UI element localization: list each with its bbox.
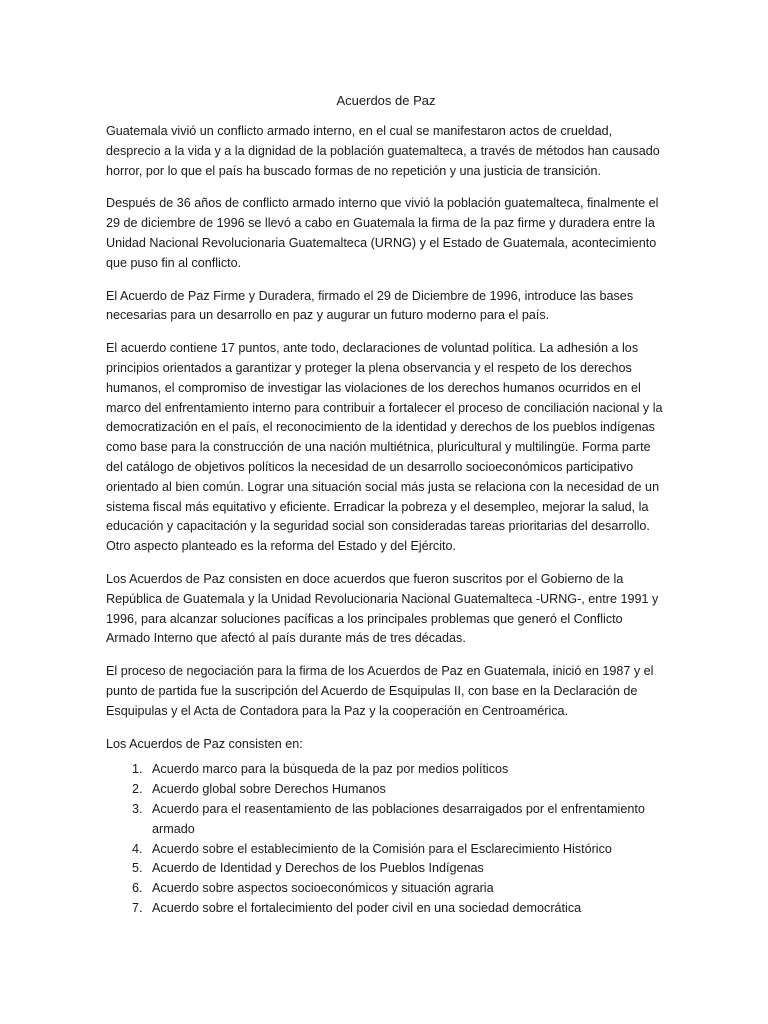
list-item — [106, 840, 666, 860]
list-item — [106, 800, 666, 840]
list-item — [106, 760, 666, 780]
paragraph-twelve-accords: Los Acuerdos de Paz consisten en doce acuerdos que fueron suscritos por el Gobierno de la República de Guatemala y la Unidad Revolucionaria Nacional Guatemalteca -URNG-, entre 1991 y 1996, para alcanzar soluciones pacíficas a los principales problemas que generó el Conflicto Armado Interno que afectó al país durante más de tres décadas. — [106, 571, 659, 646]
list-item-number: 3. — [132, 801, 143, 816]
paragraph-signing: Después de 36 años de conflicto armado interno que vivió la población guatemalteca, finalmente el 29 de diciembre de 1996 se llevó a cabo en Guatemala la firma de la paz firme y duradera entre la Unidad Nacional Revolucionaria Guatemalteca (URNG) y el Estado de Guatemala, acontecimiento que puso fin al conflicto. — [106, 196, 659, 270]
paragraph-firm-peace: El Acuerdo de Paz Firme y Duradera, firmado el 29 de Diciembre de 1996, introduce las bases necesarias para un desarrollo en paz y augurar un futuro moderno para el país. — [106, 288, 634, 323]
list-item-number: 7. — [132, 900, 143, 915]
list-item — [106, 899, 666, 919]
list-item-text: Acuerdo global sobre Derechos Humanos — [152, 782, 386, 797]
list-item-number: 1. — [132, 762, 143, 777]
accords-list — [106, 760, 666, 918]
list-item — [106, 879, 666, 899]
list-item-number: 6. — [132, 881, 143, 896]
list-item-text: Acuerdo para el reasentamiento de las poblaciones desarraigados por el enfrentamiento armado — [152, 801, 645, 836]
paragraph-list-intro: Los Acuerdos de Paz consisten en: — [106, 736, 303, 751]
list-item-text: Acuerdo sobre aspectos socioeconómicos y situación agraria — [152, 881, 494, 896]
list-item-text: Acuerdo marco para la búsqueda de la paz por medios políticos — [152, 762, 509, 777]
list-item-number: 2. — [132, 782, 143, 797]
list-item-text: Acuerdo sobre el fortalecimiento del poder civil en una sociedad democrática — [152, 900, 582, 915]
list-item — [106, 780, 666, 800]
paragraph-negotiation: El proceso de negociación para la firma de los Acuerdos de Paz en Guatemala, inició en 1987 y el punto de partida fue la suscripción del Acuerdo de Esquipulas II, con base en la Declaración de Esquipulas y el Acta de Contadora para la Paz y la cooperación en Centroamérica. — [106, 664, 654, 718]
page-title: Acuerdos de Paz — [336, 93, 436, 108]
list-item-text: Acuerdo de Identidad y Derechos de los Pueblos Indígenas — [152, 861, 484, 876]
paragraph-points: El acuerdo contiene 17 puntos, ante todo, declaraciones de voluntad política. La adhesión a los principios orientados a garantizar y proteger la plena observancia y el respeto de los derechos humanos, el compromiso de investigar las violaciones de los derechos humanos ocurridos en el marco del enfrentamiento interno para contribuir a fortalecer el proceso de conciliación nacional y la democratización en el país, el reconocimiento de la identidad y derechos de los pueblos indígenas como base para la construcción de una nación multiétnica, pluricultural y multilingüe. Forma parte del catálogo de objetivos políticos la necesidad de un desarrollo socioeconómicos participativo orientado al bien común. Lograr una situación social más justa se relaciona con la necesidad de un sistema fiscal más equitativo y eficiente. Erradicar la pobreza y el desempleo, mejorar la salud, la educación y capacitación y la seguridad social son consideradas tareas prioritarias del desarrollo. Otro aspecto planteado es la reforma del Estado y del Ejército. — [106, 341, 663, 554]
list-item-text: Acuerdo sobre el establecimiento de la Comisión para el Esclarecimiento Histórico — [152, 841, 612, 856]
list-item-number: 5. — [132, 861, 143, 876]
list-item-number: 4. — [132, 841, 143, 856]
paragraph-intro: Guatemala vivió un conflicto armado interno, en el cual se manifestaron actos de crueldad, desprecio a la vida y a la dignidad de la población guatemalteca, a través de métodos han causado horror, por lo que el país ha buscado formas de no repetición y una justicia de transición. — [106, 124, 660, 178]
document-page — [106, 92, 666, 919]
list-item — [106, 859, 666, 879]
